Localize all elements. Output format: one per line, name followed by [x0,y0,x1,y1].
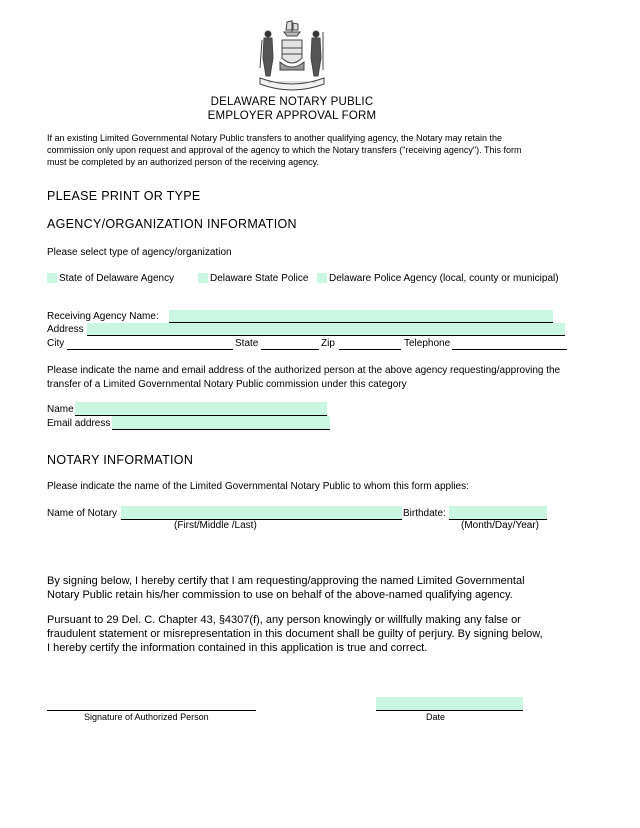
authorized-email-field[interactable] [112,416,330,429]
receiving-agency-field[interactable] [169,310,553,322]
state-agency-option-label: State of Delaware Agency [59,273,175,284]
authorized-person-prompt: Please indicate the name and email address of the authorized person at the above agency requesting/approving the transfer of a Limited Governmental Notary Public commission under this category [47,365,561,390]
authorized-email-label: Email address [47,418,111,429]
state-police-checkbox[interactable] [198,273,208,283]
authorized-name-field[interactable] [75,402,327,415]
perjury-paragraph: Pursuant to 29 Del. C. Chapter 43, §4307(f), any person knowingly or willfully making any false or fraudulent statement or misrepresentation in this document shall be guilty of perjury. By signing below, I hereby certify the information contained in this application is true and correct. [47,614,543,654]
police-agency-option-label: Delaware Police Agency (local, county or municipal) [329,273,559,284]
date-caption: Date [426,712,446,722]
signature-line[interactable] [47,710,256,711]
birthdate-label: Birthdate: [403,508,446,519]
notary-section-heading: NOTARY INFORMATION [47,453,194,467]
agency-type-prompt: Please select type of agency/organization [47,247,232,258]
date-underline [376,710,523,711]
form-title-line1: DELAWARE NOTARY PUBLIC [210,96,374,108]
signature-caption: Signature of Authorized Person [84,712,209,722]
agency-section-heading: AGENCY/ORGANIZATION INFORMATION [47,217,297,231]
birthdate-caption: (Month/Day/Year) [461,520,539,531]
date-field[interactable] [376,697,523,710]
state-label: State [235,338,259,349]
state-police-option-label: Delaware State Police [210,273,309,284]
delaware-state-seal-icon [254,18,330,92]
city-field[interactable] [67,349,233,350]
police-agency-checkbox[interactable] [317,273,327,283]
city-label: City [47,338,65,349]
notary-name-caption: (First/Middle /Last) [174,520,257,531]
notary-name-label: Name of Notary [47,508,118,519]
notary-prompt: Please indicate the name of the Limited Governmental Notary Public to whom this form applies: [47,481,469,492]
address-field[interactable] [87,323,565,335]
address-label: Address [47,324,84,335]
notary-name-field[interactable] [121,506,402,519]
certification-paragraph: By signing below, I hereby certify that I am requesting/approving the named Limited Governmental Notary Public retain his/her commission to use on behalf of the above-named qualifying agency. [47,575,525,601]
telephone-label: Telephone [404,338,451,349]
state-agency-checkbox[interactable] [47,273,57,283]
zip-label: Zip [321,338,335,349]
form-title-line2: EMPLOYER APPROVAL FORM [207,110,377,122]
birthdate-field[interactable] [449,506,547,519]
zip-field[interactable] [339,349,401,350]
address-underline [87,335,565,336]
authorized-email-underline [112,429,330,430]
authorized-name-label: Name [47,404,74,415]
receiving-agency-label: Receiving Agency Name: [47,311,159,322]
print-instruction: PLEASE PRINT OR TYPE [47,189,201,203]
telephone-field[interactable] [452,349,567,350]
intro-paragraph: If an existing Limited Governmental Notary Public transfers to another qualifying agency, the Notary may retain the commission only upon request and approval of the agency to which the Notary transfers ("receiving agency"). This form must be completed by an authorized person of the receiving agency. [47,133,522,167]
notary-name-underline [121,519,402,520]
state-field[interactable] [261,349,319,350]
